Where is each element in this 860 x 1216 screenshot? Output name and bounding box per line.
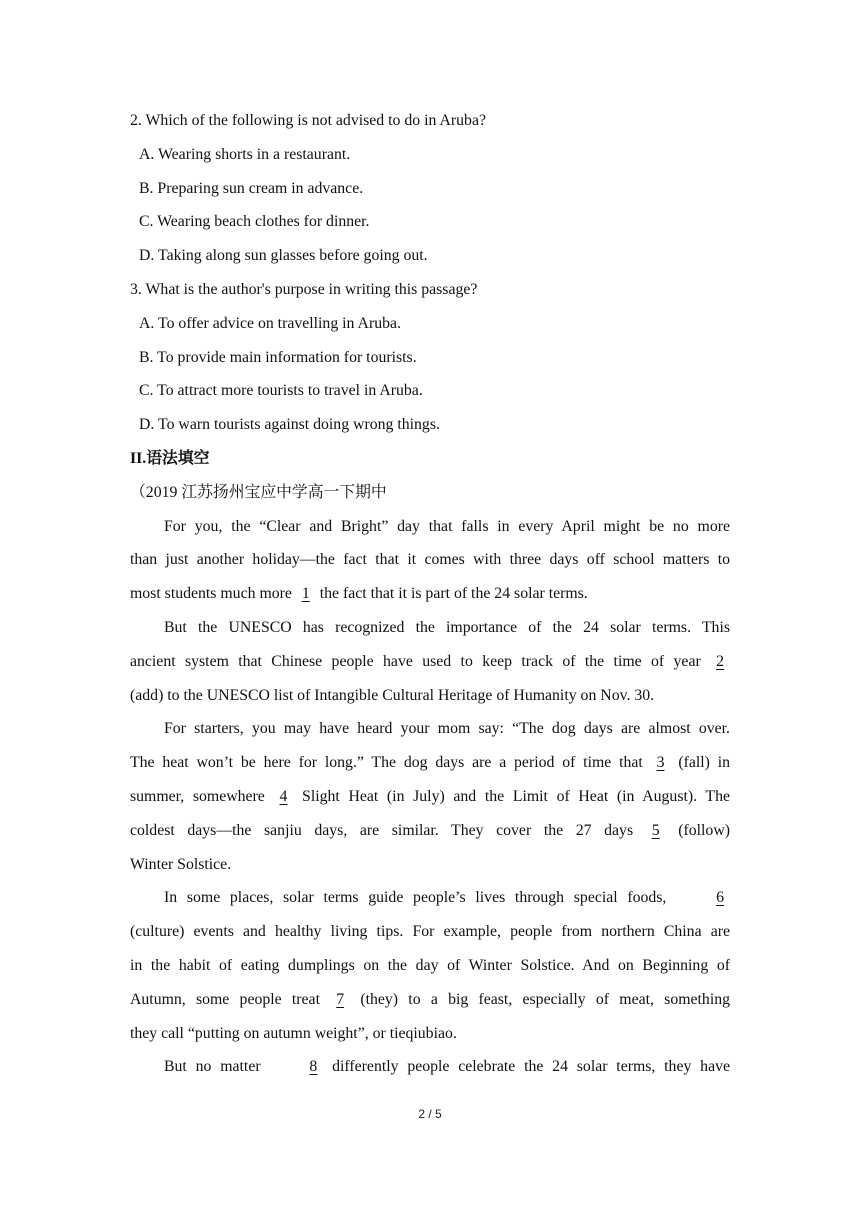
passage-line: But the UNESCO has recognized the importance of the 24 solar terms. This — [164, 618, 730, 636]
passage-line: in the habit of eating dumplings on the day of Winter Solstice. And on Beginning of — [130, 956, 730, 974]
passage-line: most students much more 1 the fact that it is part of the 24 solar terms. — [130, 583, 730, 617]
question-2-option-b: B. Preparing sun cream in advance. — [139, 179, 364, 197]
passage-line: For you, the “Clear and Bright” day that falls in every April might be no more — [164, 517, 730, 535]
question-3-option-c: C. To attract more tourists to travel in Aruba. — [139, 382, 423, 400]
passage-line: coldest days—the sanjiu days, are similar. They cover the 27 days 5 (follow) — [130, 820, 730, 854]
question-3-option-a: A. To offer advice on travelling in Aruba. — [139, 314, 401, 332]
blank-6: 6 — [716, 889, 724, 907]
question-2-option-a: A. Wearing shorts in a restaurant. — [139, 145, 351, 163]
passage-line: Autumn, some people treat 7 (they) to a big feast, especially of meat, something — [130, 989, 730, 1023]
blank-2: 2 — [716, 652, 724, 670]
blank-3: 3 — [656, 754, 665, 772]
blank-4: 4 — [279, 787, 288, 805]
blank-8: 8 — [309, 1058, 318, 1076]
passage-line: (culture) events and healthy living tips. For example, people from northern China are — [130, 923, 730, 941]
question-3-option-d: D. To warn tourists against doing wrong things. — [139, 416, 440, 434]
question-2-option-c: C. Wearing beach clothes for dinner. — [139, 213, 370, 231]
document-page — [130, 110, 730, 1090]
passage-line: In some places, solar terms guide people’s lives through special foods, 6 — [130, 887, 730, 921]
section-source: （2019 江苏扬州宝应中学高一下期中 — [130, 483, 387, 501]
passage-line: For starters, you may have heard your mom say: “The dog days are almost over. — [164, 720, 730, 738]
blank-1: 1 — [301, 585, 310, 603]
passage-line: Winter Solstice. — [130, 855, 232, 873]
question-2-option-d: D. Taking along sun glasses before going out. — [139, 247, 428, 265]
section-heading: II.语法填空 — [130, 449, 210, 467]
passage-line: The heat won’t be here for long.” The dog days are a period of time that 3 (fall) in — [130, 752, 730, 786]
passage-line: they call “putting on autumn weight”, or tieqiubiao. — [130, 1024, 457, 1042]
passage-line: summer, somewhere 4 Slight Heat (in July) and the Limit of Heat (in August). The — [130, 786, 730, 820]
passage-line: ancient system that Chinese people have used to keep track of the time of year 2 — [130, 651, 730, 685]
question-2-stem: 2. Which of the following is not advised to do in Aruba? — [130, 112, 486, 129]
blank-5: 5 — [651, 821, 660, 839]
question-3-option-b: B. To provide main information for tourists. — [139, 348, 417, 366]
question-3-stem: 3. What is the author's purpose in writing this passage? — [130, 280, 478, 298]
passage-line: than just another holiday—the fact that it comes with three days off school matters to — [130, 551, 730, 569]
passage-line: But no matter 8 differently people celebrate the 24 solar terms, they have — [130, 1056, 730, 1090]
passage-line: (add) to the UNESCO list of Intangible Cultural Heritage of Humanity on Nov. 30. — [130, 686, 655, 704]
page-number: 2 / 5 — [418, 1107, 442, 1121]
blank-7: 7 — [336, 990, 345, 1008]
